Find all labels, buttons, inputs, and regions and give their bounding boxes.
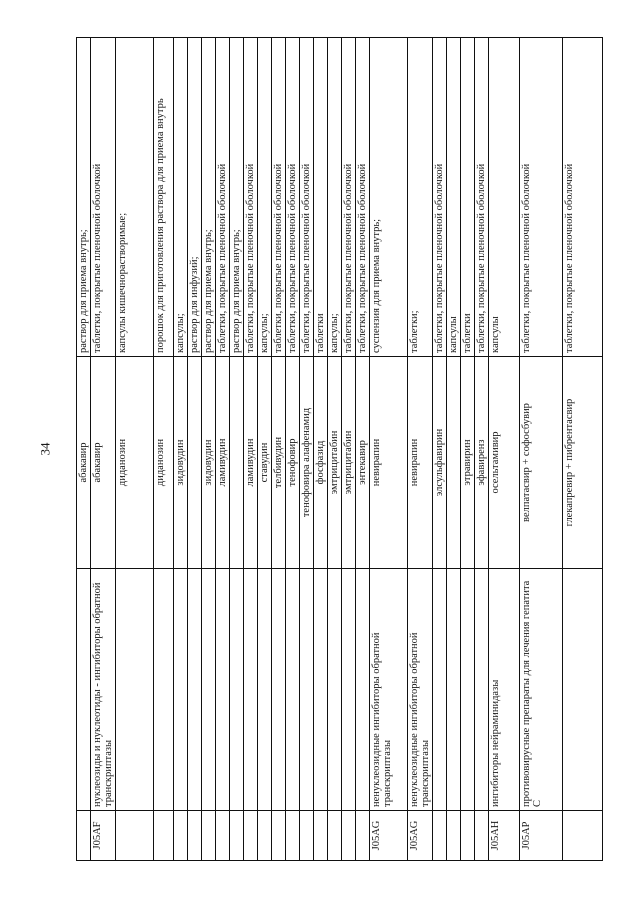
dosage-form: таблетки, покрытые пленочной оболочкой [272, 38, 286, 357]
dosage-form: таблетки, покрытые пленочной оболочкой [91, 38, 116, 357]
atc-code [356, 811, 370, 861]
atc-code: J05AF [91, 811, 116, 861]
atc-code [230, 811, 244, 861]
atc-code [174, 811, 188, 861]
drug-name: невирапин [370, 357, 408, 569]
drug-group [342, 569, 356, 811]
dosage-form: таблетки, покрытые пленочной оболочкой [216, 38, 230, 357]
atc-code [286, 811, 300, 861]
rotated-table-container [76, 38, 640, 861]
drug-group [328, 569, 342, 811]
dosage-form: раствор для инфузий; [188, 38, 202, 357]
table-row [328, 38, 342, 861]
drug-group [188, 569, 202, 811]
drug-name: тенофовира алафенамид [300, 357, 314, 569]
atc-code [433, 811, 447, 861]
table-row [272, 38, 286, 861]
drug-group [258, 569, 272, 811]
drug-group: ненуклеозидные ингибиторы обратной транскриптазы [408, 569, 433, 811]
drug-name: элсульфавирин [433, 357, 447, 569]
drug-group [563, 569, 603, 811]
drug-name [230, 357, 244, 569]
drug-name: ламивудин [244, 357, 258, 569]
drug-group [77, 569, 91, 811]
dosage-form: таблетки, покрытые пленочной оболочкой [356, 38, 370, 357]
drug-group [244, 569, 258, 811]
page-number: 34 [37, 442, 53, 456]
table-row [188, 38, 202, 861]
dosage-form: таблетки; [408, 38, 433, 357]
dosage-form: капсулы; [328, 38, 342, 357]
atc-code [475, 811, 489, 861]
atc-code [300, 811, 314, 861]
dosage-form: раствор для приема внутрь; [230, 38, 244, 357]
drug-group [272, 569, 286, 811]
table-row [202, 38, 216, 861]
dosage-form: таблетки, покрытые пленочной оболочкой [286, 38, 300, 357]
drug-group: ингибиторы нейраминидазы [489, 569, 520, 811]
table-row [116, 38, 154, 861]
table-row [258, 38, 272, 861]
drug-group [300, 569, 314, 811]
dosage-form: капсулы [447, 38, 461, 357]
drug-name: телбивудин [272, 357, 286, 569]
drug-group [433, 569, 447, 811]
table-row [370, 38, 408, 861]
atc-code [154, 811, 174, 861]
drug-group [202, 569, 216, 811]
drug-name: осельтамивир [489, 357, 520, 569]
atc-code: J05AP [520, 811, 563, 861]
dosage-form: раствор для приема внутрь; [77, 38, 91, 357]
drug-table [76, 37, 603, 861]
drug-group [356, 569, 370, 811]
drug-group: нуклеозиды и нуклеотиды - ингибиторы обратной транскриптазы [91, 569, 116, 811]
dosage-form: таблетки, покрытые пленочной оболочкой [433, 38, 447, 357]
atc-code [461, 811, 475, 861]
dosage-form: таблетки [314, 38, 328, 357]
table-row [475, 38, 489, 861]
drug-name: этравирин [461, 357, 475, 569]
drug-name: фосфазид [314, 357, 328, 569]
drug-name: тенофовир [286, 357, 300, 569]
drug-group [216, 569, 230, 811]
dosage-form: таблетки, покрытые пленочной оболочкой [244, 38, 258, 357]
drug-group [174, 569, 188, 811]
drug-name: эфавиренз [475, 357, 489, 569]
table-row [77, 38, 91, 861]
atc-code: J05AG [370, 811, 408, 861]
dosage-form: таблетки, покрытые пленочной оболочкой [475, 38, 489, 357]
dosage-form: таблетки [461, 38, 475, 357]
table-row [216, 38, 230, 861]
table-row [300, 38, 314, 861]
table-row [447, 38, 461, 861]
table-row [356, 38, 370, 861]
drug-name: глекапревир + пибрентасвир [563, 357, 603, 569]
atc-code [272, 811, 286, 861]
table-row [230, 38, 244, 861]
atc-code [314, 811, 328, 861]
drug-name [188, 357, 202, 569]
atc-code [244, 811, 258, 861]
drug-group [314, 569, 328, 811]
drug-group [154, 569, 174, 811]
atc-code: J05AH [489, 811, 520, 861]
drug-name: велпатасвир + софосбувир [520, 357, 563, 569]
drug-name: зидовудин [202, 357, 216, 569]
atc-code [77, 811, 91, 861]
table-row [91, 38, 116, 861]
dosage-form: таблетки, покрытые пленочной оболочкой [300, 38, 314, 357]
drug-name: энтекавир [356, 357, 370, 569]
table-row [461, 38, 475, 861]
atc-code [116, 811, 154, 861]
drug-group [286, 569, 300, 811]
table-row [520, 38, 563, 861]
drug-group [230, 569, 244, 811]
dosage-form: раствор для приема внутрь; [202, 38, 216, 357]
atc-code [188, 811, 202, 861]
atc-code [328, 811, 342, 861]
drug-group [116, 569, 154, 811]
drug-name: абакавир [77, 357, 91, 569]
dosage-form: порошок для приготовления раствора для приема внутрь [154, 38, 174, 357]
drug-name: ставудин [258, 357, 272, 569]
dosage-form: капсулы [489, 38, 520, 357]
table-row [154, 38, 174, 861]
atc-code [216, 811, 230, 861]
table-row [286, 38, 300, 861]
table-row [314, 38, 328, 861]
table-row [342, 38, 356, 861]
drug-group [447, 569, 461, 811]
drug-name: эмтрицитабин [342, 357, 356, 569]
drug-name: диданозин [154, 357, 174, 569]
drug-name: зидовудин [174, 357, 188, 569]
atc-code [563, 811, 603, 861]
table-row [244, 38, 258, 861]
dosage-form: таблетки, покрытые пленочной оболочкой [520, 38, 563, 357]
drug-name: невирапин [408, 357, 433, 569]
dosage-form: таблетки, покрытые пленочной оболочкой [342, 38, 356, 357]
dosage-form: капсулы кишечнорастворимые; [116, 38, 154, 357]
atc-code [258, 811, 272, 861]
drug-name [447, 357, 461, 569]
table-row [563, 38, 603, 861]
table-row [433, 38, 447, 861]
drug-name: диданозин [116, 357, 154, 569]
drug-name: эмтрицитабин [328, 357, 342, 569]
table-row [489, 38, 520, 861]
atc-code [342, 811, 356, 861]
drug-group: ненуклеозидные ингибиторы обратной транскриптазы [370, 569, 408, 811]
drug-name: абакавир [91, 357, 116, 569]
drug-name: ламивудин [216, 357, 230, 569]
drug-group [461, 569, 475, 811]
table-row [174, 38, 188, 861]
drug-group [475, 569, 489, 811]
atc-code: J05AG [408, 811, 433, 861]
atc-code [202, 811, 216, 861]
drug-group: противовирусные препараты для лечения гепатита С [520, 569, 563, 811]
dosage-form: капсулы; [258, 38, 272, 357]
dosage-form: таблетки, покрытые пленочной оболочкой [563, 38, 603, 357]
table-row [408, 38, 433, 861]
dosage-form: суспензия для приема внутрь; [370, 38, 408, 357]
dosage-form: капсулы; [174, 38, 188, 357]
atc-code [447, 811, 461, 861]
